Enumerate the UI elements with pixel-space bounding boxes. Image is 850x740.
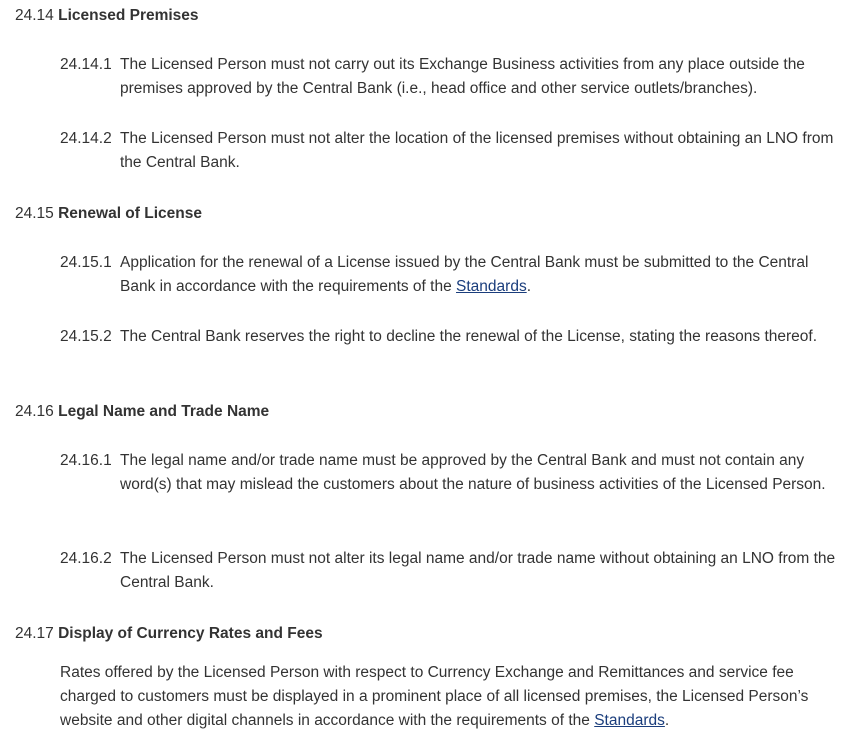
clause-text [120,251,842,299]
section-title: Renewal of License [58,205,202,222]
clause-number: 24.14.1 [60,56,112,73]
clause-text: The Licensed Person must not alter the location of the licensed premises without obtaining an LNO from the Central Bank. [120,130,834,171]
standards-link[interactable]: Standards [594,712,665,729]
clause-24-16-2 [60,547,842,595]
clause-number: 24.14.2 [60,130,112,147]
clause-text-part: . [526,278,532,295]
clause-24-16-1 [60,449,842,497]
clause-number: 24.16.2 [60,550,112,567]
clause-text: The Central Bank reserves the right to decline the renewal of the License, stating the reasons thereof. [120,328,818,345]
clause-text: The Licensed Person must not alter its legal name and/or trade name without obtaining an LNO from the Central Bank. [120,550,836,591]
clause-24-14-2 [60,127,842,175]
clause-number: 24.15.1 [60,254,112,271]
section-number: 24.15 [15,205,54,222]
section-body-24-17 [60,661,842,733]
section-heading-24-15 [15,202,202,226]
section-heading-24-14 [15,4,199,28]
clause-24-15-2 [60,325,842,349]
section-heading-24-16 [15,400,269,424]
body-text-part: Rates offered by the Licensed Person with respect to Currency Exchange and Remittances and service fee charged to customers must be displayed in a prominent place of all licensed premises, the Licensed Person’s website and other digital channels in accordance with the requirements of the [60,664,809,729]
clause-text: The legal name and/or trade name must be approved by the Central Bank and must not contain any word(s) that may mislead the customers about the nature of business activities of the Licensed Person. [120,452,826,493]
section-heading-24-17 [15,622,323,646]
body-text-part: . [664,712,670,729]
clause-number: 24.15.2 [60,328,112,345]
section-number: 24.17 [15,625,54,642]
clause-number: 24.16.1 [60,452,112,469]
standards-link[interactable]: Standards [456,278,527,295]
section-number: 24.14 [15,7,54,24]
clause-24-14-1 [60,53,842,101]
section-title: Legal Name and Trade Name [58,403,270,420]
clause-text: The Licensed Person must not carry out its Exchange Business activities from any place outside the premises approved by the Central Bank (i.e., head office and other service outlets/branches). [120,56,805,97]
clause-text-part: Application for the renewal of a License issued by the Central Bank must be submitted to the Central Bank in accordance with the requirements of the [120,254,809,295]
section-number: 24.16 [15,403,54,420]
clause-24-15-1 [60,251,842,299]
section-title: Licensed Premises [58,7,199,24]
section-title: Display of Currency Rates and Fees [58,625,323,642]
